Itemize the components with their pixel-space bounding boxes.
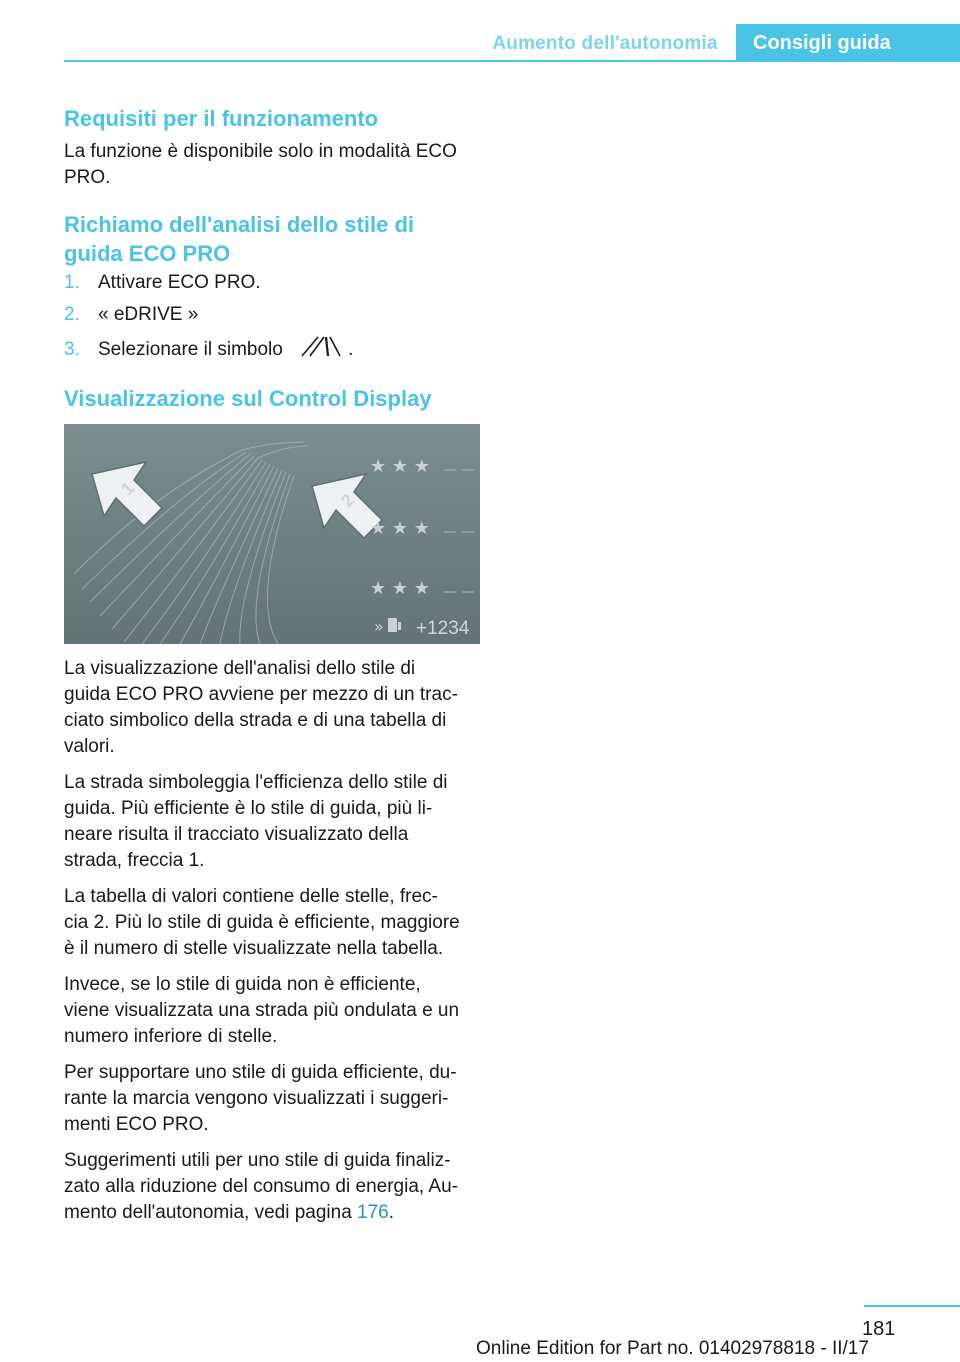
body-line: guida. Più efficiente è lo stile di guida, più li- xyxy=(64,798,433,819)
body-line: cia 2. Più lo stile di guida è efficiente, maggiore xyxy=(64,912,460,933)
body-line: strada, freccia 1. xyxy=(64,850,205,871)
fast-forward-icon: » xyxy=(374,617,384,636)
body-line: ciato simbolico della strada e di una tabella di xyxy=(64,710,447,731)
call-up-heading-line: guida ECO PRO xyxy=(64,241,231,266)
step-text: Attivare ECO PRO. xyxy=(98,272,261,293)
header-section-title: Aumento dell'autonomia xyxy=(492,33,718,54)
body-line: La visualizzazione dell'analisi dello stile di xyxy=(64,658,416,679)
body-line: La tabella di valori contiene delle stelle, frec- xyxy=(64,886,438,907)
step-number: 3. xyxy=(64,339,80,361)
body-line: numero inferiore di stelle. xyxy=(64,1026,278,1047)
arrow-2-label: 2 xyxy=(336,489,359,512)
call-up-section xyxy=(64,210,484,268)
body-line: menti ECO PRO. xyxy=(64,1114,209,1135)
body-line: viene visualizzata una strada più ondulata e un xyxy=(64,1000,460,1021)
header-divider xyxy=(64,60,960,62)
control-display-figure xyxy=(64,424,480,644)
requirements-heading: Requisiti per il funzionamento xyxy=(64,106,379,131)
arrow-1-label: 1 xyxy=(116,477,139,500)
step-text: « eDRIVE » xyxy=(98,304,199,325)
requirements-text-line: PRO. xyxy=(64,167,111,188)
value-label: +1234 xyxy=(416,618,470,639)
call-up-heading-line: Richiamo dell'analisi dello stile di xyxy=(64,212,414,237)
body-line: Suggerimenti utili per uno stile di guida finaliz- xyxy=(64,1150,451,1171)
body-line: è il numero di stelle visualizzate nella tabella. xyxy=(64,938,444,959)
page-reference-link[interactable]: 176 xyxy=(357,1202,389,1223)
star-row: ★ ★ ★ xyxy=(370,518,430,539)
step-item xyxy=(64,270,261,296)
step-number: 1. xyxy=(64,272,80,293)
body-line: valori. xyxy=(64,736,115,757)
star-row: ★ ★ ★ xyxy=(370,456,430,477)
step-text: Selezionare il simbolo xyxy=(98,339,283,361)
road-symbol-icon xyxy=(298,334,342,366)
step-item xyxy=(64,302,198,328)
body-line: zato alla riduzione del consumo di energia, Au- xyxy=(64,1176,458,1197)
body-line: Per supportare uno stile di guida efficiente, du- xyxy=(64,1062,457,1083)
star-row: ★ ★ ★ xyxy=(370,578,430,599)
body-line: neare risulta il tracciato visualizzato della xyxy=(64,824,409,845)
requirements-text-line: La funzione è disponibile solo in modalità ECO xyxy=(64,141,457,162)
page-number: 181 xyxy=(862,1318,896,1340)
body-line: La strada simboleggia l'efficienza dello stile di xyxy=(64,772,448,793)
body-line: mento dell'autonomia, vedi pagina xyxy=(64,1202,352,1223)
body-line-with-link xyxy=(64,1200,494,1226)
step-text-suffix: . xyxy=(348,339,354,361)
footer-divider xyxy=(864,1305,960,1307)
body-line: Invece, se lo stile di guida non è efficiente, xyxy=(64,974,421,995)
link-suffix: . xyxy=(388,1202,395,1223)
step-number: 2. xyxy=(64,304,80,325)
requirements-section xyxy=(64,104,484,191)
edition-note: Online Edition for Part no. 01402978818 - II/17 xyxy=(476,1338,869,1359)
display-heading: Visualizzazione sul Control Display xyxy=(64,386,432,411)
body-line: rante la marcia vengono visualizzati i suggeri- xyxy=(64,1088,449,1109)
header-chapter-tab: Consigli guida xyxy=(736,24,960,62)
description-body xyxy=(64,656,494,1226)
display-section xyxy=(64,384,504,413)
body-line: guida ECO PRO avviene per mezzo di un trac- xyxy=(64,684,458,705)
step-item xyxy=(64,334,353,366)
